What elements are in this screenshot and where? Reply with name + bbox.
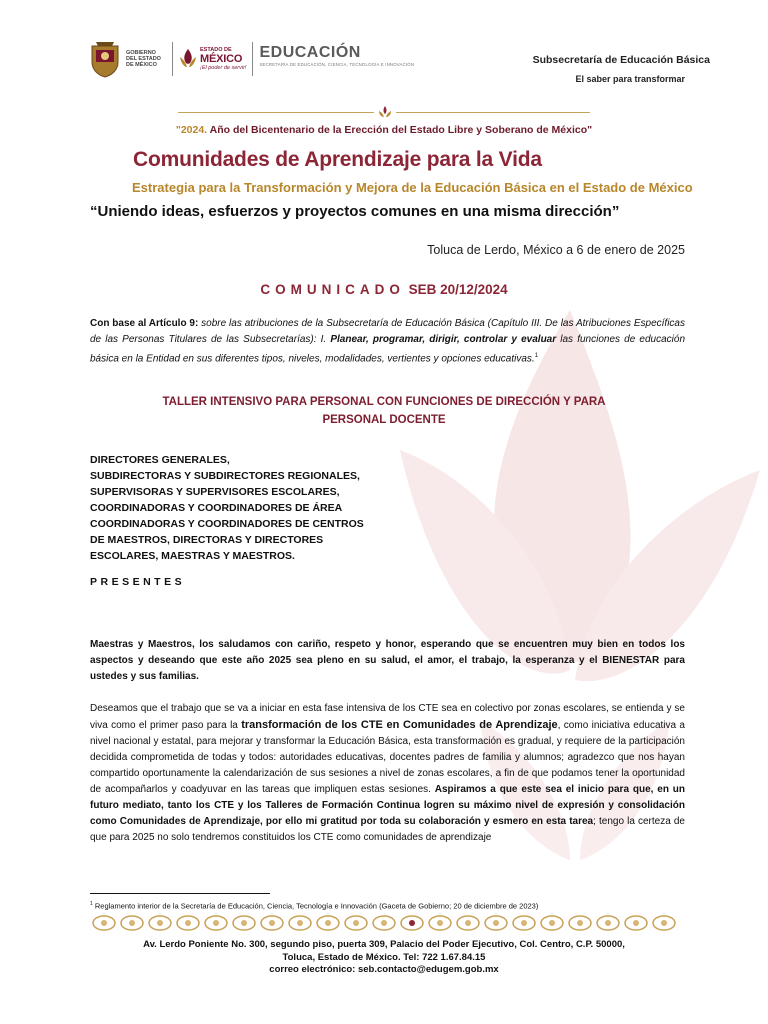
taller-line-2: PERSONAL DOCENTE [322,414,446,426]
ornament-motif [233,916,255,930]
body-text-1: Deseamos que el trabajo que se va a iniciar en esta fase intensiva de los CTE sea en colectivo por zonas escolares, se entienda y se viva como el primer paso para la [90,703,685,731]
edomex-big: MÉXICO [200,52,243,65]
logo-divider [172,42,173,76]
address-line-1: Av. Lerdo Poniente No. 300, segundo piso, puerta 309, Palacio del Poder Ejecutivo, Col. Centro, C.P. 50000, [143,939,625,950]
ornament-motif [345,916,367,930]
decorative-border [90,910,680,936]
ornament-motif [625,916,647,930]
footnote-mark: 1 [534,353,539,359]
ornament-motif [373,916,395,930]
date-line: Toluca de Lerdo, México a 6 de enero de 2025 [427,243,685,257]
recipient-line: DIRECTORES GENERALES, [90,454,230,466]
ornament-motif [541,916,563,930]
comunicado-word: COMUNICADO [260,282,405,297]
education-logo [259,44,415,71]
year-highlight: "2024. [175,124,208,136]
edomex-small: ESTADO DE [200,46,232,53]
education-title: EDUCACIÓN [259,44,361,61]
legal-italic-2: las funciones de educación básica en la Entidad en sus diferentes tipos, niveles, modalidades, vertientes y opciones educativas. [90,334,685,365]
ornament-motif [317,916,339,930]
ornament-motif [289,916,311,930]
lema: El saber para transformar [575,74,685,84]
address-line-3: correo electrónico: seb.contacto@edugem.gob.mx [269,964,499,975]
ornament-motif [121,916,143,930]
body-text-2: , como iniciativa educativa a nivel nacional y estatal, para mejorar y transformar la Educación Básica, esta transformación es gradual, y requiere de la participación decidida comprometida de todas y todos: autoridades educativas, docentes padres de familia y alumnos; agradezco que nos hayan compartido oportunamente la calendarización de sus sesiones a nivel de zonas escolares, a fin de que podamos tener la oportunidad de acompañarlos y coadyuvar en las tareas que impliquen estas sesiones. [90,720,685,795]
body-text-3: ; tengo la certeza de que para 2025 no solo tendremos constituidos los CTE como comunidades de aprendizaje [90,816,685,843]
ornament-motif [177,916,199,930]
ornament-motif [429,916,451,930]
body-bold-1: transformación de los CTE en Comunidades de Aprendizaje [241,719,558,731]
header-divider [178,106,590,120]
ornament-motif [513,916,535,930]
year-line [0,124,768,136]
ornament-motif [205,916,227,930]
recipients-list [90,452,364,564]
taller-heading [0,393,768,429]
ornament-motif [149,916,171,930]
body-paragraph [90,701,685,846]
legal-bold-italic: Planear, programar, dirigir, controlar y evaluar [330,334,557,345]
recipient-line: DE MAESTROS, DIRECTORAS Y DIRECTORES [90,534,324,546]
comunicado-code: SEB 20/12/2024 [404,282,508,297]
ornament-motif [401,916,423,930]
footnote-number: 1 [90,901,93,907]
ornament-motif [261,916,283,930]
recipient-line: COORDINADORAS Y COORDINADORES DE ÁREA [90,502,343,514]
edomex-slogan: ¡El poder de servir! [200,64,247,71]
flower-ornament-icon [377,104,393,120]
subtitle: Estrategia para la Transformación y Mejora de la Educación Básica en el Estado de México [132,180,693,195]
ornament-motif [597,916,619,930]
ornament-motif [653,916,675,930]
recipient-line: SUPERVISORAS Y SUPERVISORES ESCOLARES, [90,486,340,498]
motto-quote: “Uniendo ideas, esfuerzos y proyectos comunes en una misma dirección” [90,203,620,220]
comunicado-heading [0,282,768,297]
taller-line-1: TALLER INTENSIVO PARA PERSONAL CON FUNCIONES DE DIRECCIÓN Y PARA [162,396,606,408]
edomex-logo-icon [179,47,197,71]
subsecretaria: Subsecretaría de Educación Básica [532,54,710,66]
legal-italic-1: sobre las atribuciones de la Subsecretaría de Educación Básica (Capítulo III. De las Atribuciones Específicas de las Personas Titulares de las Subsecretarías): I. [90,318,685,345]
year-text: Año del Bicentenario de la Erección del Estado Libre y Soberano de México" [207,124,593,136]
ornament-motif [569,916,591,930]
ornament-motif [93,916,115,930]
address-block [0,939,768,977]
ornament-motif [485,916,507,930]
government-text: GOBIERNO DEL ESTADO DE MÉXICO [126,50,161,68]
legal-basis [90,316,685,367]
state-seal-icon [88,40,122,78]
recipient-line: SUBDIRECTORAS Y SUBDIRECTORES REGIONALES, [90,470,360,482]
footnote-text: Reglamento interior de la Secretaría de Educación, Ciencia, Tecnología e Innovación (Gaceta de Gobierno; 20 de diciembre de 2023) [92,901,539,911]
education-subtitle: SECRETARÍA DE EDUCACIÓN, CIENCIA, TECNOLOGÍA E INNOVACIÓN [259,62,415,67]
legal-lead: Con base al Artículo 9: [90,318,199,329]
main-title: Comunidades de Aprendizaje para la Vida [133,148,542,171]
edomex-logo [179,46,246,73]
header-logos [88,38,414,80]
ornament-motif [457,916,479,930]
footnote-rule [90,893,270,894]
address-line-2: Toluca, Estado de México. Tel: 722 1.67.84.15 [282,951,486,963]
greeting-paragraph: Maestras y Maestros, los saludamos con cariño, respeto y honor, esperando que se encuentren muy bien en todos los aspectos y deseando que este año 2025 sea pleno en su salud, el amor, el trabajo, la esperanza y el BIENESTAR para ustedes y sus familias. [90,639,685,682]
recipient-line: COORDINADORAS Y COORDINADORES DE CENTROS [90,518,364,530]
presentes: PRESENTES [90,576,186,588]
body-bold-2: Aspiramos a que este sea el inicio para que, en un futuro mediato, tanto los CTE y los Talleres de Formación Continua logren su máximo nivel de expresión y consolidación como Comunidades de Aprendizaje, por ello mi gratitud por toda su colaboración y esmero en esta tarea [90,784,686,827]
logo-divider [252,42,253,76]
recipient-line: ESCOLARES, MAESTRAS Y MAESTROS. [90,550,295,562]
